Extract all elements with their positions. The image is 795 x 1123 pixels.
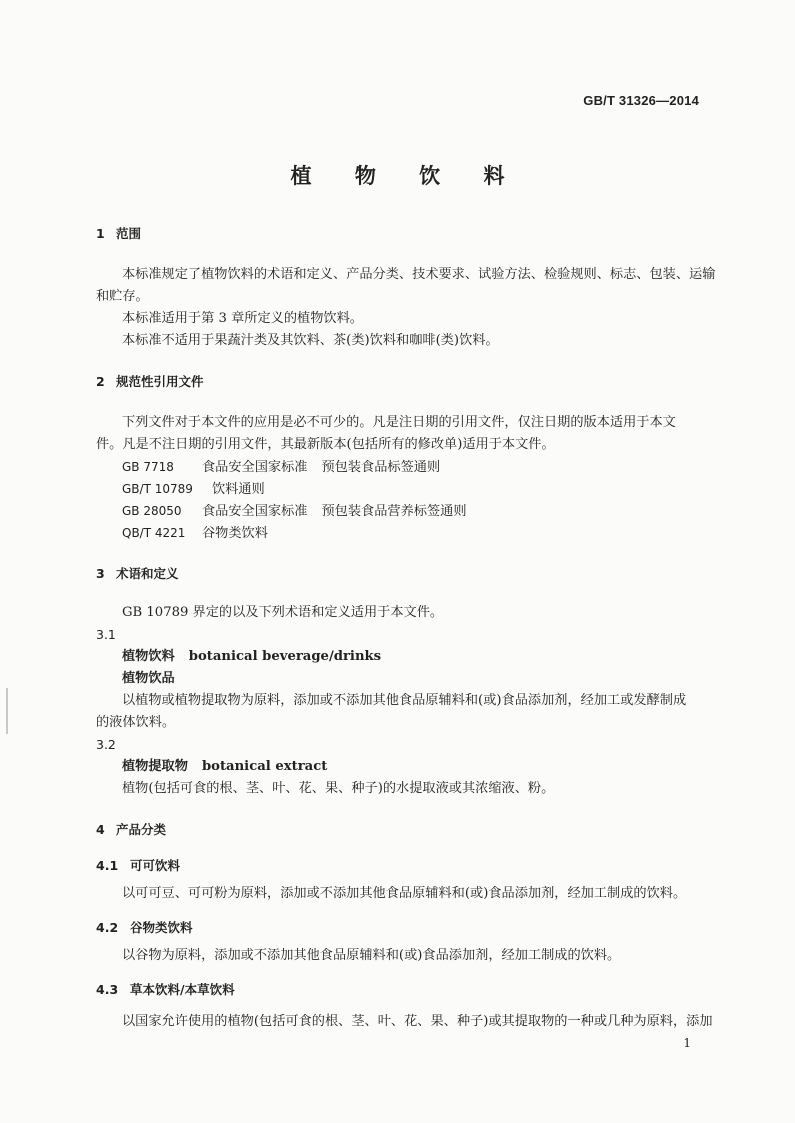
section-title: 术语和定义 [116,566,179,581]
term-heading [122,757,327,777]
subsection-title: 草本饮料/本草饮料 [130,982,235,997]
paragraph-line: 本标准规定了植物饮料的术语和定义、产品分类、技术要求、试验方法、检验规则、标志、包装、运输 [122,267,716,282]
term-english: botanical beverage/drinks [188,649,382,664]
reference-code: GB/T 10789 [122,482,193,496]
paragraph: 以可可豆、可可粉为原料，添加或不添加其他食品原辅料和(或)食品添加剂，经加工制成的饮料。 [122,886,687,901]
term-alternative: 植物饮品 [122,671,175,686]
paragraph: 以谷物为原料，添加或不添加其他食品原辅料和(或)食品添加剂，经加工制成的饮料。 [122,948,621,963]
paragraph-line: 件。凡是不注日期的引用文件，其最新版本(包括所有的修改单)适用于本文件。 [96,437,555,452]
section-number: 4 [96,822,105,837]
reference-title: 饮料通则 [212,482,265,497]
page-number: 1 [683,1036,691,1050]
scan-margin-mark [6,688,8,734]
section-number: 1 [96,226,105,241]
reference-item [122,479,265,500]
reference-title: 食品安全国家标准 [202,504,308,519]
term-heading [122,647,381,667]
section-number: 2 [96,374,105,389]
subsection-title: 谷物类饮料 [130,920,193,935]
paragraph: 本标准不适用于果蔬汁类及其饮料、茶(类)饮料和咖啡(类)饮料。 [122,333,499,348]
reference-code: GB 7718 [122,460,174,474]
section-1-heading [96,224,141,244]
subsection-title: 可可饮料 [130,858,181,873]
section-title: 产品分类 [116,822,167,837]
reference-subtitle: 预包装食品营养标签通则 [321,504,467,519]
section-title: 规范性引用文件 [116,374,204,389]
paragraph: 本标准适用于第 3 章所定义的植物饮料。 [122,311,363,326]
subsection-heading [96,856,180,876]
subsection-number: 4.3 [96,982,119,997]
paragraph-line: 和贮存。 [96,289,149,304]
reference-item [122,501,467,522]
section-2-heading [96,372,204,392]
term-english: botanical extract [201,759,328,774]
section-title: 范围 [116,226,142,241]
paragraph-line: 以国家允许使用的植物(包括可食的根、茎、叶、花、果、种子)或其提取物的一种或几种为原料，添加 [122,1014,713,1029]
term-definition: 植物(包括可食的根、茎、叶、花、果、种子)的水提取液或其浓缩液、粉。 [122,781,555,796]
standard-number: GB/T 31326—2014 [583,93,699,108]
subsection-number: 4.1 [96,858,119,873]
paragraph: GB 10789 界定的以及下列术语和定义适用于本文件。 [122,605,444,620]
reference-code: GB 28050 [122,504,182,518]
subsection-heading [96,980,235,1000]
reference-subtitle: 预包装食品标签通则 [321,460,441,475]
term-chinese: 植物提取物 [122,759,188,774]
section-number: 3 [96,566,105,581]
term-chinese: 植物饮料 [122,649,175,664]
reference-item [122,523,268,544]
reference-code: QB/T 4221 [122,526,186,540]
term-definition-line: 的液体饮料。 [96,715,176,730]
term-number: 3.1 [96,627,116,642]
reference-title: 食品安全国家标准 [202,460,308,475]
paragraph-line: 下列文件对于本文件的应用是必不可少的。凡是注日期的引用文件，仅注日期的版本适用于本文 [122,415,676,430]
subsection-number: 4.2 [96,920,119,935]
reference-title: 谷物类饮料 [202,526,268,541]
subsection-heading [96,918,193,938]
term-definition-line: 以植物或植物提取物为原料，添加或不添加其他食品原辅料和(或)食品添加剂，经加工或发酵制成 [122,693,687,708]
section-4-heading [96,820,166,840]
document-title: 植 物 饮 料 [290,164,523,188]
reference-item [122,457,440,478]
term-number: 3.2 [96,737,116,752]
section-3-heading [96,564,179,584]
